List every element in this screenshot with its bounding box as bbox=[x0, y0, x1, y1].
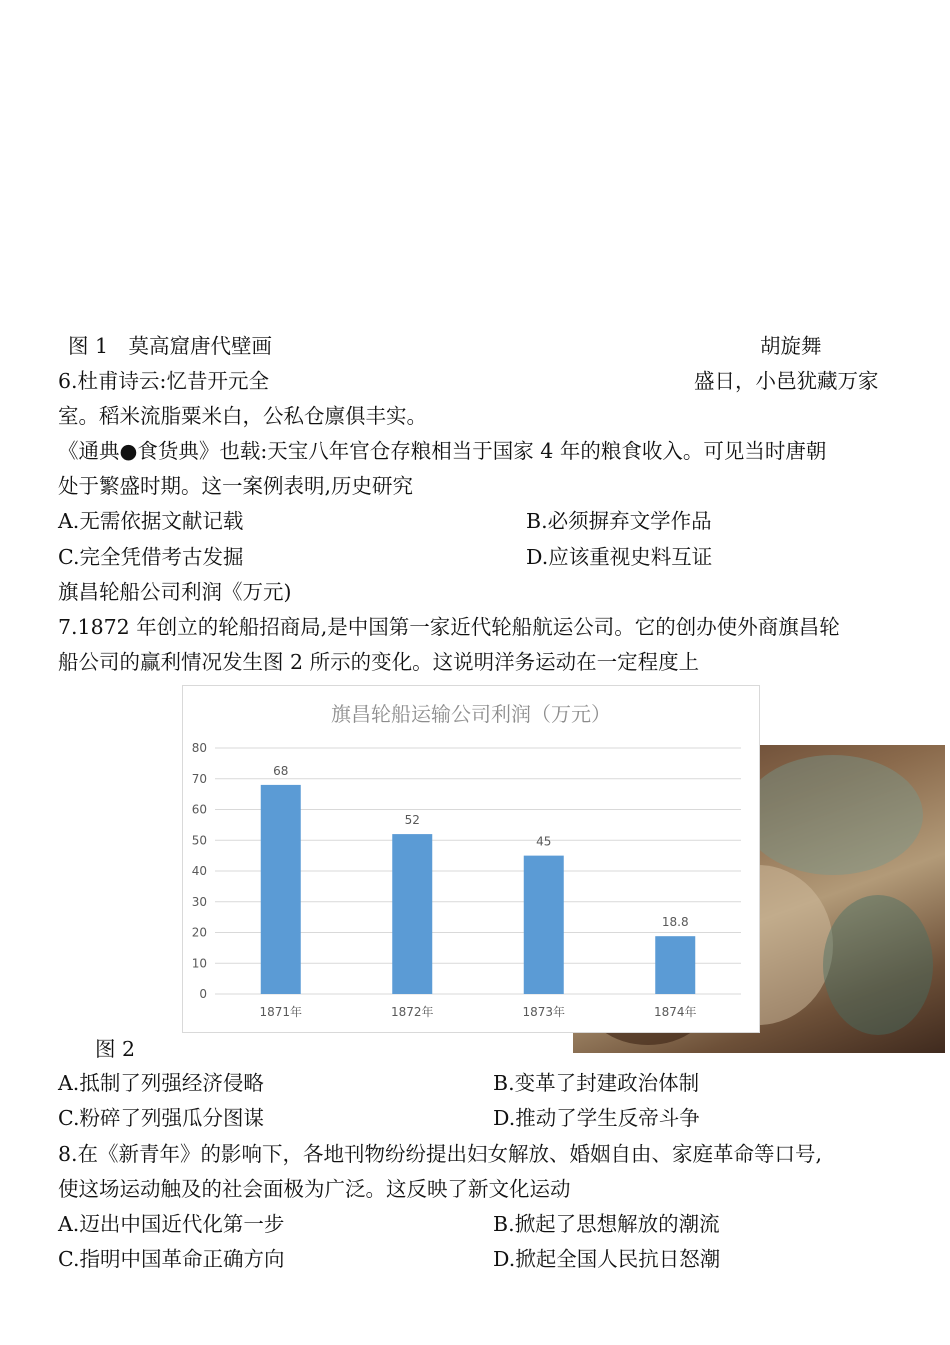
chart-title: 旗昌轮船运输公司利润（万元） bbox=[331, 702, 611, 726]
y-tick-label: 60 bbox=[191, 802, 207, 817]
q6-option-d[interactable]: D.应该重视史料互证 bbox=[526, 545, 713, 569]
data-label: 45 bbox=[536, 834, 552, 849]
x-tick-label: 1872年 bbox=[390, 1005, 434, 1019]
q8-stem-line-1: 8.在《新青年》的影响下，各地刊物纷纷提出妇女解放、婚姻自由、家庭革命等口号, bbox=[58, 1142, 823, 1166]
chart-stray-label: 旗昌轮船公司利润《万元) bbox=[58, 580, 292, 604]
q6-stem-line-3: 《通典●食货典》也载:天宝八年官仓存粮相当于国家 4 年的粮食收入。可见当时唐朝 bbox=[58, 439, 827, 463]
x-tick-label: 1874年 bbox=[653, 1005, 697, 1019]
x-tick-label: 1873年 bbox=[522, 1005, 566, 1019]
q8-option-a[interactable]: A.迈出中国近代化第一步 bbox=[58, 1212, 285, 1236]
bar bbox=[655, 936, 695, 994]
x-tick-label: 1871年 bbox=[259, 1005, 303, 1019]
q6-option-c[interactable]: C.完全凭借考古发掘 bbox=[58, 545, 244, 569]
y-tick-label: 40 bbox=[191, 864, 207, 878]
q6-stem-line-1-right: 盛日，小邑犹藏万家 bbox=[694, 369, 879, 393]
q6-stem-line-1: 6.杜甫诗云:忆昔开元全 bbox=[58, 369, 269, 393]
q8-option-d[interactable]: D.掀起全国人民抗日怒潮 bbox=[493, 1247, 721, 1271]
q7-stem-line-1: 7.1872 年创立的轮船招商局,是中国第一家近代轮船航运公司。它的创办使外商旗昌轮 bbox=[58, 615, 840, 639]
data-label: 68 bbox=[273, 763, 289, 778]
data-label: 18.8 bbox=[661, 915, 689, 930]
q7-stem-line-2: 船公司的赢利情况发生图 2 所示的变化。这说明洋务运动在一定程度上 bbox=[58, 650, 700, 674]
q6-option-b[interactable]: B.必须摒弃文学作品 bbox=[526, 509, 712, 533]
bar bbox=[261, 785, 301, 994]
figure-2-caption: 图 2 bbox=[95, 1037, 136, 1061]
y-tick-label: 20 bbox=[191, 925, 207, 940]
y-tick-label: 10 bbox=[191, 956, 207, 971]
y-tick-label: 50 bbox=[191, 833, 207, 848]
q6-stem-line-4: 处于繁盛时期。这一案例表明,历史研究 bbox=[58, 474, 414, 498]
y-tick-label: 0 bbox=[199, 987, 207, 1001]
q7-option-c[interactable]: C.粉碎了列强瓜分图谋 bbox=[58, 1106, 264, 1130]
q6-stem-line-2: 室。稻米流脂粟米白，公私仓廪俱丰实。 bbox=[58, 404, 427, 428]
bar bbox=[524, 856, 564, 994]
q7-option-d[interactable]: D.推动了学生反帝斗争 bbox=[493, 1106, 700, 1130]
data-label: 52 bbox=[404, 813, 420, 828]
profit-bar-chart bbox=[182, 685, 760, 1033]
q7-option-a[interactable]: A.抵制了列强经济侵略 bbox=[58, 1071, 264, 1095]
q8-stem-line-2: 使这场运动触及的社会面极为广泛。这反映了新文化运动 bbox=[58, 1177, 571, 1201]
bar bbox=[392, 834, 432, 994]
chart-canvas bbox=[183, 686, 759, 1032]
q6-option-a[interactable]: A.无需依据文献记载 bbox=[58, 509, 244, 533]
figure-1-caption-right: 胡旋舞 bbox=[760, 334, 822, 358]
q8-option-c[interactable]: C.指明中国革命正确方向 bbox=[58, 1247, 285, 1271]
q8-option-b[interactable]: B.掀起了思想解放的潮流 bbox=[493, 1212, 720, 1236]
y-tick-label: 30 bbox=[191, 894, 207, 909]
figure-1-caption: 图 1 莫高窟唐代壁画 bbox=[68, 334, 273, 358]
y-tick-label: 70 bbox=[191, 771, 207, 786]
y-tick-label: 80 bbox=[191, 741, 207, 755]
q7-option-b[interactable]: B.变革了封建政治体制 bbox=[493, 1071, 700, 1095]
